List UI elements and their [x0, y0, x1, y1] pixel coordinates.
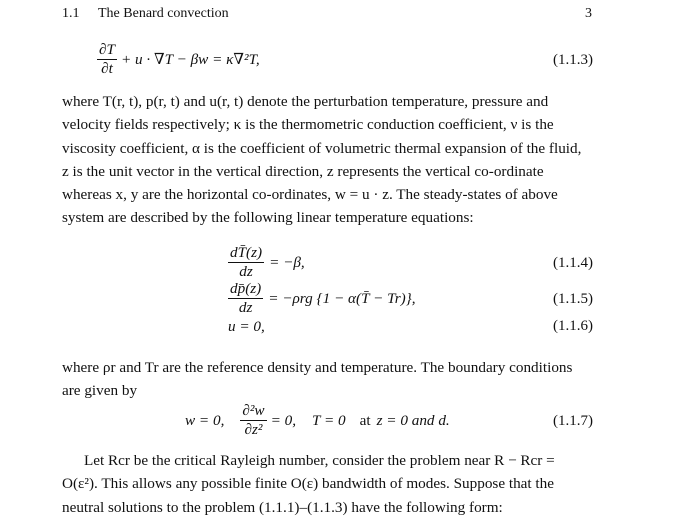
text-line: Let Rcr be the critical Rayleigh number, consider the problem near R − Rcr =: [84, 452, 555, 469]
paragraph-rayleigh: [62, 449, 595, 519]
equation-1-1-3: [95, 42, 260, 77]
text-line: whereas x, y are the horizontal co-ordinates, w = u · z. The steady-states of above: [62, 186, 558, 204]
text-line: viscosity coefficient, α is the coefficient of volumetric thermal expansion of the fluid,: [62, 139, 582, 157]
fraction-denominator: dz: [238, 299, 253, 316]
boundary-condition: z = 0 and d.: [376, 411, 450, 429]
fraction-numerator: ∂²w: [242, 402, 265, 419]
section-number: 1.1: [62, 6, 80, 21]
equation-label: (1.1.6): [553, 318, 593, 334]
equation-1-1-7: [185, 403, 450, 438]
equation-label: (1.1.5): [553, 291, 593, 307]
text-line: where ρr and Tr are the reference density and temperature. The boundary conditions: [62, 359, 573, 376]
fraction-denominator: dz: [239, 263, 253, 280]
boundary-w: w = 0,: [185, 411, 225, 429]
running-title: The Benard convection: [98, 6, 229, 21]
text-line: neutral solutions to the problem (1.1.1)–(1.1.3) have the following form:: [62, 498, 503, 516]
fraction-numerator: dT̄(z): [230, 244, 263, 261]
equation-rhs: + u · ∇T − βw = κ∇²T,: [120, 51, 260, 68]
text-line: system are described by the following linear temperature equations:: [62, 209, 474, 227]
equation-label: (1.1.7): [553, 413, 593, 429]
fraction-denominator: ∂t: [101, 60, 113, 77]
equation-1-1-5: [226, 281, 416, 316]
fraction-d2w-dz2: [240, 403, 266, 438]
text-line: where T(r, t), p(r, t) and u(r, t) denote the perturbation temperature, pressure and: [62, 93, 549, 110]
fraction-numerator: dp̄(z): [230, 280, 262, 297]
boundary-equals: = 0,: [270, 411, 297, 429]
fraction-dpbar-dz: [228, 281, 263, 316]
paragraph-definitions: [62, 90, 595, 230]
equation-rhs: = −β,: [269, 253, 305, 271]
equation-1-1-6: u = 0,: [228, 318, 265, 335]
boundary-at: at: [359, 411, 371, 429]
paragraph-reference-values: [62, 356, 595, 403]
fraction-dTbar-dz: [228, 245, 264, 280]
equation-label: (1.1.3): [553, 52, 593, 68]
text-line: are given by: [62, 382, 138, 400]
boundary-T: T = 0: [312, 411, 346, 429]
text-line: z is the unit vector in the vertical direction, z represents the vertical co-ordinate: [62, 162, 544, 180]
equation-1-1-4: [226, 245, 305, 280]
text-line: O(ε²). This allows any possible finite O(ε) bandwidth of modes. Suppose that the: [62, 475, 554, 493]
page-number: 3: [585, 6, 592, 21]
text-line: velocity fields respectively; κ is the thermometric conduction coefficient, ν is the: [62, 116, 554, 134]
equation-label: (1.1.4): [553, 255, 593, 271]
equation-rhs: = −ρrg {1 − α(T̄ − Tr)},: [268, 289, 416, 307]
fraction-numerator: ∂T: [99, 41, 115, 58]
fraction-denominator: ∂z²: [244, 421, 263, 438]
fraction-dT-dt: [97, 42, 117, 77]
